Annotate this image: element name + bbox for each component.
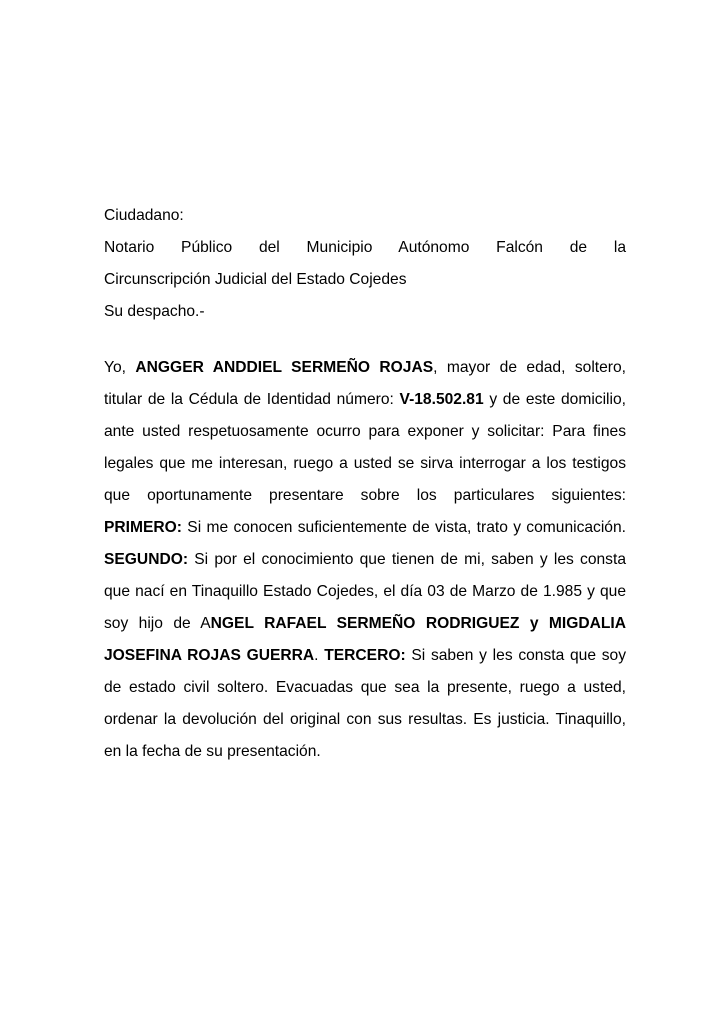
body-text-1: Yo, [104, 359, 136, 376]
closing: Su despacho.- [104, 303, 205, 320]
body-text-3: y de este domicilio, ante usted respetuosamente ocurro para exponer y solicitar: Para fines legales que me interesan, ruego a usted se sirva interrogar a los testigos que oportunamente presentare sobre los particulares siguientes: [104, 391, 626, 504]
document-page [104, 200, 626, 768]
applicant-name: ANGGER ANDDIEL SERMEÑO ROJAS [135, 359, 434, 376]
recipient-line-2: Circunscripción Judicial del Estado Cojedes [104, 271, 407, 288]
body-text-6: . [314, 647, 325, 664]
parents-names: NGEL RAFAEL SERMEÑO RODRIGUEZ y MIGDALIA JOSEFINA ROJAS GUERRA [104, 615, 626, 664]
first-label: PRIMERO: [104, 519, 182, 536]
id-number: V-18.502.81 [399, 391, 484, 408]
body-text-4: Si me conocen suficientemente de vista, trato y comunicación. [181, 519, 626, 536]
third-label: TERCERO: [324, 647, 406, 664]
body-text-7: Si saben y les consta que soy de estado civil soltero. Evacuadas que sea la presente, ruego a usted, ordenar la devolución del original con sus resultas. Es justicia. Tinaquillo, en la fecha de su presentación. [104, 647, 627, 760]
recipient-line-1: Notario Público del Municipio Autónomo Falcón de la [104, 239, 626, 256]
body-text-2: , mayor de edad, soltero, titular de la Cédula de Identidad número: [104, 359, 626, 408]
letter-header [104, 200, 626, 328]
letter-body [104, 352, 626, 768]
body-text-5: Si por el conocimiento que tienen de mi, saben y les consta que nací en Tinaquillo Estado Cojedes, el día 03 de Marzo de 1.985 y que soy hijo de A [104, 551, 626, 632]
salutation: Ciudadano: [104, 207, 184, 224]
second-label: SEGUNDO: [104, 551, 189, 568]
